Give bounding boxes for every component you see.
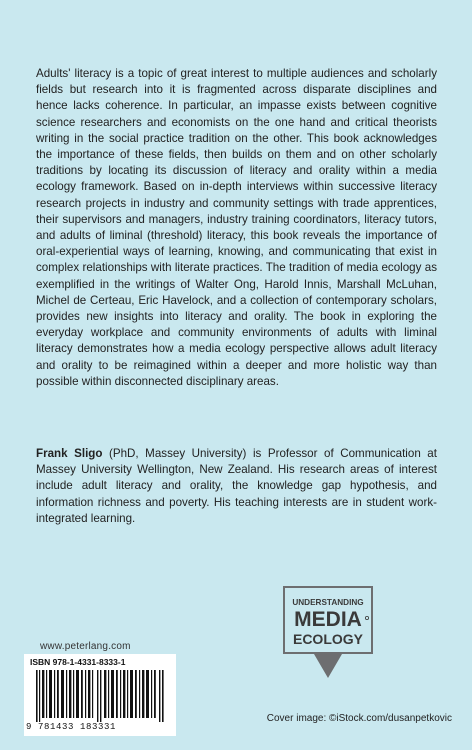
back-cover-blurb: Adults' literacy is a topic of great interest to multiple audiences and scholarly fields but research into it is fragmented across disparate disciplines and hence lacks coherence. In particular, an impasse exists between cognitive science researchers and economists on the one hand and critical theorists writing in the social practice tradition on the other. This book acknowledges the importance of these fields, then builds on them and on other scholarly traditions by locating its discussion of literacy and orality within a media ecology framework. Based on in-depth interviews within successive literacy research projects in industry and community settings with trade apprentices, their supervisors and managers, industry training coordinators, literacy tutors, and adults of liminal (threshold) literacy, this book reveals the importance of oral-experiential ways of learning, knowing, and communicating that exist in complex relationships with literate practices. The tradition of media ecology as exemplified in the writings of Walter Ong, Harold Innis, Marshall McLuhan, Michel de Certeau, Eric Havelock, and a collection of contemporary scholars, provides new insights into literacy and orality. The book in exploring the everyday workplace and community environments of adults with liminal literacy demonstrates how a media ecology perspective allows adult literacy and orality to be reimagined within a deeper and more holistic way than possible within disconnected disciplinary areas. <box>36 67 437 388</box>
author-name: Frank Sligo <box>36 447 103 460</box>
isbn-barcode-block <box>24 654 176 736</box>
logo-line-media: MEDIA <box>294 608 362 631</box>
barcode-icon <box>36 670 166 722</box>
logo-line-understanding: UNDERSTANDING <box>292 598 364 607</box>
barcode-digits: 9 781433 183331 <box>26 722 117 732</box>
author-bio-text: (PhD, Massey University) is Professor of Communication at Massey University Wellington, New Zealand. His research areas of interest include adult literacy and orality, the knowledge gap hypothesis, and information richness and poverty. His teaching interests are in student work-integrated learning. <box>36 447 437 525</box>
cover-image-credit: Cover image: ©iStock.com/dusanpetkovic <box>266 713 452 724</box>
isbn-label: ISBN 978-1-4331-8333-1 <box>30 657 126 667</box>
logo-line-ecology: ECOLOGY <box>292 631 364 647</box>
series-logo <box>279 582 377 682</box>
author-bio <box>36 446 437 527</box>
publisher-url: www.peterlang.com <box>40 641 131 652</box>
